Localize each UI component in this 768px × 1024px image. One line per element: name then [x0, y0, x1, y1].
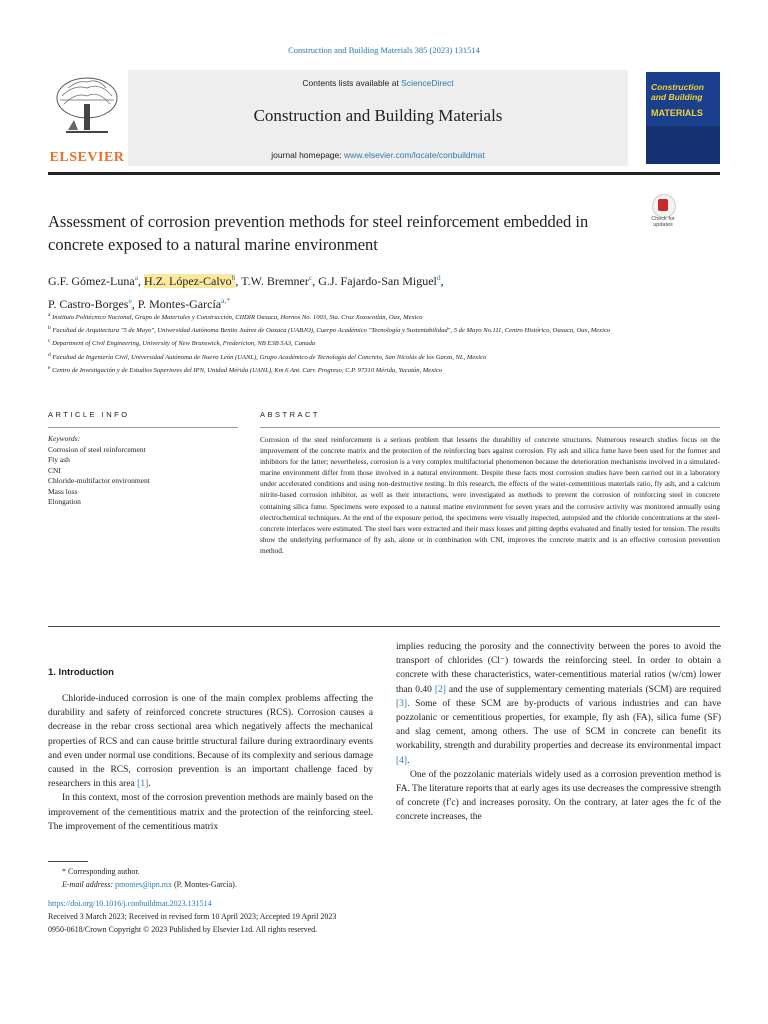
abstract-heading: ABSTRACT — [260, 410, 321, 419]
author-list: G.F. Gómez-Luna$^a$, H.Z. López-Calvo$^b$, T.W. Bremner$^c$, G.J. Fajardo-San Miguel$^d$, P. Castro-Borges$^e$, P. Montes-García$^{a,*}$ — [48, 273, 444, 311]
keywords-label: Keywords: — [48, 434, 81, 443]
affiliation: $^e$ Centro de Investigación y de Estudios Superiores del IPN, Unidad Mérida (UANL), Km 6 Ant. Carr. Progreso, C.P. 97310 Mérida, Yucatán, Mexico — [48, 364, 443, 374]
homepage-line — [128, 150, 628, 160]
keyword: Fly ash — [48, 455, 70, 464]
author[interactable]: G.F. Gómez-Luna$^a$ — [48, 273, 139, 288]
affiliation: $^a$ Instituto Politécnico Nacional, Grupo de Materiales y Construcción, CIIDIR Oaxaca, Hornos No. 1003, Sta. Cruz Xoxocotlán, Oax, Mexico — [48, 312, 423, 322]
elsevier-wordmark: ELSEVIER — [49, 150, 125, 165]
affiliation: $^c$ Department of Civil Engineering, University of New Brunswick, Fredericton, NB E3B 5A3, Canada — [48, 338, 316, 348]
journal-cover-thumbnail[interactable] — [646, 72, 720, 164]
email-line: E-mail address: pmontes@ipn.mx (P. Montes-García). — [62, 880, 237, 889]
corresponding-author-note: * Corresponding author. — [62, 867, 140, 876]
keywords-block — [48, 434, 218, 508]
contents-line — [128, 78, 628, 88]
badge-label: Check for updates — [651, 216, 675, 228]
email-link[interactable]: pmontes@ipn.mx — [115, 880, 172, 889]
keyword: Chloride-multifactor environment — [48, 476, 150, 485]
author[interactable]: T.W. Bremner$^c$ — [241, 273, 313, 288]
journal-name: Construction and Building Materials — [253, 106, 503, 125]
body-right-column — [396, 640, 721, 825]
copyright-line: 0950-0618/Crown Copyright © 2023 Published by Elsevier Ltd. All rights reserved. — [48, 925, 318, 934]
bookmark-icon — [658, 199, 668, 211]
affiliation: $^d$ Facultad de Ingeniería Civil, Universidad Autónoma de Nuevo León (UANL), Grupo Académico de Tecnología del Concreto, San Nicolás de los Garza, NL, Mexico — [48, 351, 487, 361]
keyword: Mass loss — [48, 486, 78, 496]
keyword: Corrosion of steel reinforcement — [48, 444, 146, 454]
doi-link[interactable]: https://doi.org/10.1016/j.conbuildmat.2023.131514 — [48, 899, 212, 908]
journal-header — [48, 70, 720, 166]
paragraph: implies reducing the porosity and the connectivity between the pores to avoid the transport of chlorides (Cl⁻) towards the reinforcing steel. In order to obtain a concrete with these characteristics, water-cementitious material ratios (w/cm) lower than 0.40 [2] and the use of supplementary cementing materials (SCM) are required [3]. Some of these SCM are by-products of various industries and can have pozzolanic or cementitious properties, for example, fly ash (FA), silica fume (SF) and slag cement, among others. The use of SCM in concrete can benefit its workability, strength and durability properties and decrease its environmental impact [4]. — [396, 642, 721, 766]
elsevier-tree-icon — [54, 76, 120, 138]
running-head[interactable]: Construction and Building Materials 385 (2023) 131514 — [288, 45, 480, 55]
section-heading: 1. Introduction — [48, 667, 114, 678]
paragraph: In this context, most of the corrosion prevention methods are mainly based on the improvement of the cementitious matrix and the protection of the reinforcing steel. The improvement of the cementitious matrix — [48, 793, 373, 832]
section-divider — [48, 626, 720, 627]
journal-banner — [128, 70, 628, 166]
keyword: Elongation — [48, 497, 81, 506]
cover-subtitle: MATERIALS — [651, 108, 703, 118]
author[interactable]: G.J. Fajardo-San Miguel$^d$ — [318, 273, 441, 288]
body-left-column — [48, 692, 373, 834]
abstract-text: Corrosion of the steel reinforcement is a serious problem that lessens the durability of concrete structures. Numerous research studies focus on the improvement of the concrete matrix and the protection of the reinforcing bars against corrosion. Fly ash and silica fume have been used for the former and inhibitors for the latter; nevertheless, corrosion is a very complex multifactorial phenomenon because the deterioration mechanisms involved in a simulated-marine environment differ from those involved in a natural environment. Despite these facts most corrosion studies have been carried out in a laboratory under accelerated conditions and using non-destructive testing. In this research, the effects of the water-cementitious materials ratio, fly ash, and a calcium nitrite-based corrosion inhibitor, as well as their interactions, were investigated as methods to prevent the corrosion of reinforcing steel in concrete containing silica fume. Specimens were exposed to a natural marine environment for seven years and the corrosive activity was monitored annually using electrochemical techniques. At the end of the exposure period, the specimens were visually inspected, autopsied and the chloride concentrations at the steel-concrete interfaces were estimated. The steel bars were extracted and their mass losses and pitting depths evaluated and finally tested for tension. The results show the underlying performance of fly ash, alone or in combination with CNI, improves the concrete matrix and is an effective corrosion prevention method. — [260, 435, 720, 555]
author[interactable]: P. Montes-García$^{a,*}$ — [137, 296, 231, 311]
article-info-heading: ARTICLE INFO — [48, 410, 130, 419]
article-title: Assessment of corrosion prevention methods for steel reinforcement embedded in concrete exposed to a natural marine environment — [48, 212, 589, 254]
affiliation: $^b$ Facultad de Arquitectura "5 de Mayo", Universidad Autónoma Benito Juárez de Oaxaca (UABJO), Cuerpo Académico "Tecnología y Sustentabilidad", 5 de Mayo No.111, Centro Histórico, Oaxaca, Oax, Mexico — [48, 325, 611, 335]
paragraph: One of the pozzolanic materials widely used as a corrosion prevention method is FA. The literature reports that at early ages its use decreases the compressive strength of concrete (f′c) and increases porosity. On the contrary, at later ages the fc of the concrete increases, the — [396, 769, 721, 823]
divider — [48, 427, 238, 428]
homepage-link[interactable]: www.elsevier.com/locate/conbuildmat — [343, 150, 485, 160]
citation-link[interactable]: [3] — [396, 698, 408, 709]
received-dates: Received 3 March 2023; Received in revised form 10 April 2023; Accepted 19 April 2023 — [48, 912, 337, 921]
doi-line — [48, 898, 648, 910]
check-for-updates-badge[interactable] — [646, 194, 680, 228]
cover-title: Construction and Building — [651, 82, 704, 102]
sciencedirect-link[interactable]: ScienceDirect — [401, 78, 454, 88]
author[interactable]: P. Castro-Borges$^e$ — [48, 296, 132, 311]
homepage-label: journal homepage: — [271, 150, 344, 160]
citation-link[interactable]: [1] — [137, 779, 149, 790]
affiliations — [48, 310, 628, 376]
citation-link[interactable]: [4] — [396, 755, 408, 766]
header-rule — [48, 172, 720, 175]
keyword: CNI — [48, 465, 61, 475]
cover-image — [646, 126, 720, 164]
elsevier-logo[interactable] — [48, 70, 126, 166]
paragraph: Chloride-induced corrosion is one of the main complex problems affecting the durability and safety of reinforced concrete structures (RCS). Corrosion causes a decrease in the rebar cross sectional area which negatively affects the mechanical properties of RCS and can cause brittle structural failure during extraordinary events and even under normal use conditions. Because of its complexity and serious damage caused in the RCS, corrosion prevention is an important challenge faced by researchers in this area [1]. — [48, 694, 373, 790]
divider — [260, 427, 720, 428]
citation-link[interactable]: [2] — [434, 684, 446, 695]
contents-label: Contents lists available at — [302, 78, 402, 88]
author-highlighted[interactable]: H.Z. López-Calvo$^b$ — [144, 273, 236, 288]
footnote-rule — [48, 861, 88, 862]
